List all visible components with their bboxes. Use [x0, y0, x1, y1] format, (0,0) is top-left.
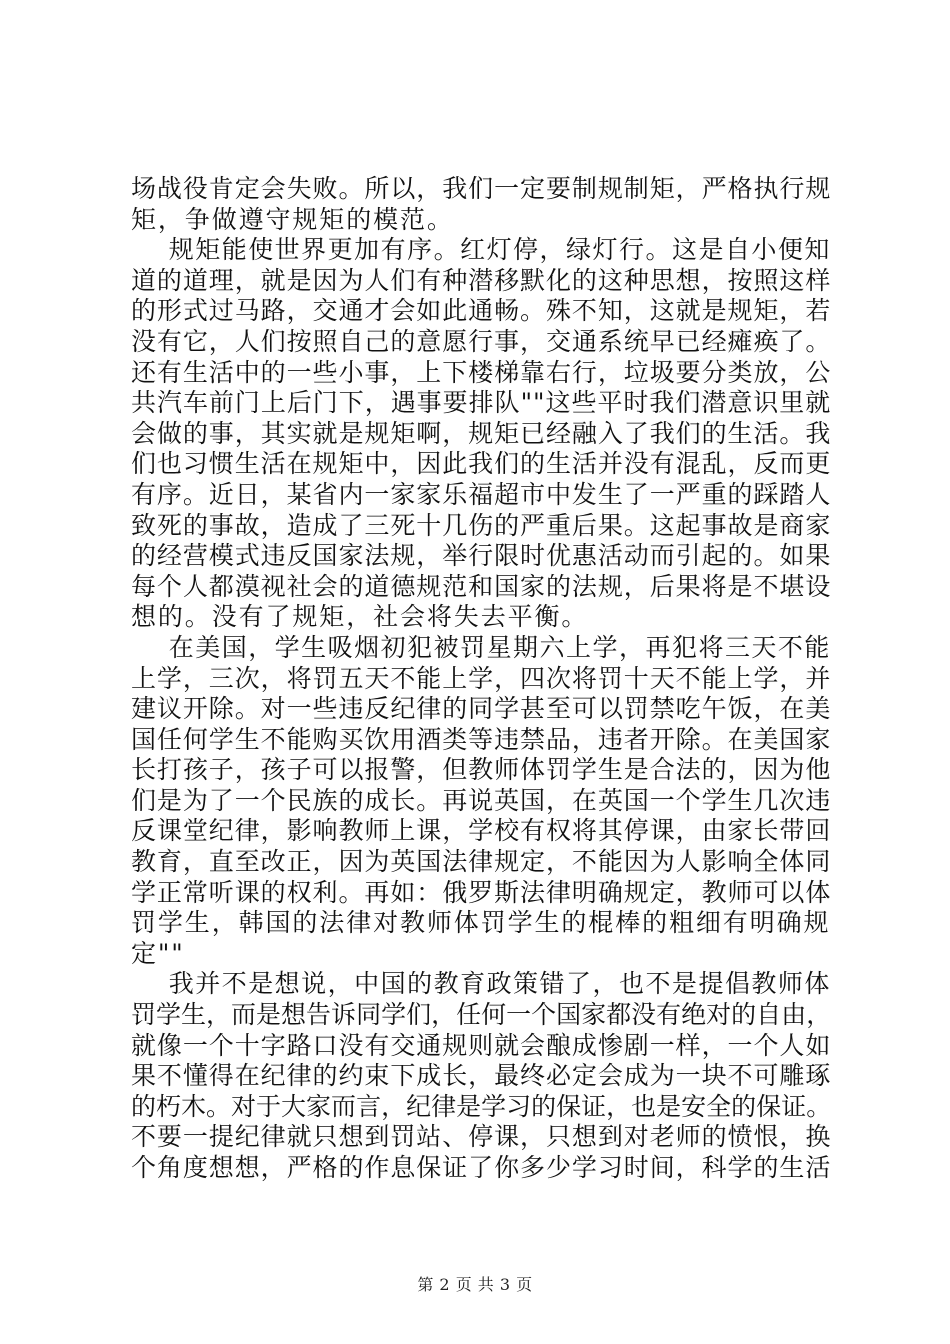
text-line: 没有它，人们按照自己的意愿行事，交通系统早已经瘫痪了。 — [131, 326, 832, 356]
text-line: 规矩能使世界更加有序。红灯停，绿灯行。这是自小便知 — [131, 235, 831, 265]
text-line: 在美国，学生吸烟初犯被罚星期六上学，再犯将三天不能 — [131, 632, 831, 662]
text-line: 定"" — [131, 938, 185, 968]
text-line: 就像一个十字路口没有交通规则就会酿成惨剧一样，一个人如 — [131, 1030, 832, 1060]
text-line: 罚学生，而是想告诉同学们，任何一个国家都没有绝对的自由， — [131, 1000, 832, 1030]
text-line: 们是为了一个民族的成长。再说英国，在英国一个学生几次违 — [131, 785, 832, 815]
text-line: 不要一提纪律就只想到罚站、停课，只想到对老师的愤恨，换 — [131, 1122, 832, 1152]
text-line: 致死的事故，造成了三死十几伤的严重后果。这起事故是商家 — [131, 510, 832, 540]
body-text — [131, 174, 831, 1184]
text-line: 每个人都漠视社会的道德规范和国家的法规，后果将是不堪设 — [131, 571, 832, 601]
text-line: 国任何学生不能购买饮用酒类等违禁品，违者开除。在美国家 — [131, 724, 832, 754]
text-line: 学正常听课的权利。再如：俄罗斯法律明确规定，教师可以体 — [131, 877, 832, 907]
text-line: 道的道理，就是因为人们有种潜移默化的这种思想，按照这样 — [131, 265, 832, 295]
text-line: 果不懂得在纪律的约束下成长，最终必定会成为一块不可雕琢 — [131, 1061, 832, 1091]
text-line: 们也习惯生活在规矩中，因此我们的生活并没有混乱，反而更 — [131, 449, 832, 479]
text-line: 上学，三次，将罚五天不能上学，四次将罚十天不能上学，并 — [131, 663, 832, 693]
text-line: 建议开除。对一些违反纪律的同学甚至可以罚禁吃午饭，在美 — [131, 694, 832, 724]
text-line: 还有生活中的一些小事，上下楼梯靠右行，垃圾要分类放，公 — [131, 357, 832, 387]
text-line: 教育，直至改正，因为英国法律规定，不能因为人影响全体同 — [131, 847, 832, 877]
text-line: 场战役肯定会失败。所以，我们一定要制规制矩，严格执行规 — [131, 174, 832, 203]
text-line: 的形式过马路，交通才会如此通畅。殊不知，这就是规矩，若 — [131, 296, 832, 326]
text-line: 会做的事，其实就是规矩啊，规矩已经融入了我们的生活。我 — [131, 418, 832, 448]
page-footer: 第 2 页 共 3 页 — [417, 1275, 533, 1294]
text-line: 罚学生，韩国的法律对教师体罚学生的棍棒的粗细有明确规 — [131, 908, 831, 938]
text-line: 的朽木。对于大家而言，纪律是学习的保证，也是安全的保证。 — [131, 1091, 832, 1121]
text-line: 个角度想想，严格的作息保证了你多少学习时间，科学的生活 — [131, 1153, 832, 1182]
text-line: 长打孩子，孩子可以报警，但教师体罚学生是合法的，因为他 — [131, 755, 832, 785]
text-line: 有序。近日，某省内一家家乐福超市中发生了一严重的踩踏人 — [131, 479, 832, 509]
text-line: 的经营模式违反国家法规，举行限时优惠活动而引起的。如果 — [131, 541, 832, 571]
text-line: 矩，争做遵守规矩的模范。 — [131, 204, 454, 234]
text-line: 反课堂纪律，影响教师上课，学校有权将其停课，由家长带回 — [131, 816, 832, 846]
text-line: 想的。没有了规矩，社会将失去平衡。 — [131, 602, 589, 632]
text-line: 我并不是想说，中国的教育政策错了，也不是提倡教师体 — [131, 969, 831, 999]
text-line: 共汽车前门上后门下，遇事要排队""这些平时我们潜意识里就 — [131, 388, 832, 418]
